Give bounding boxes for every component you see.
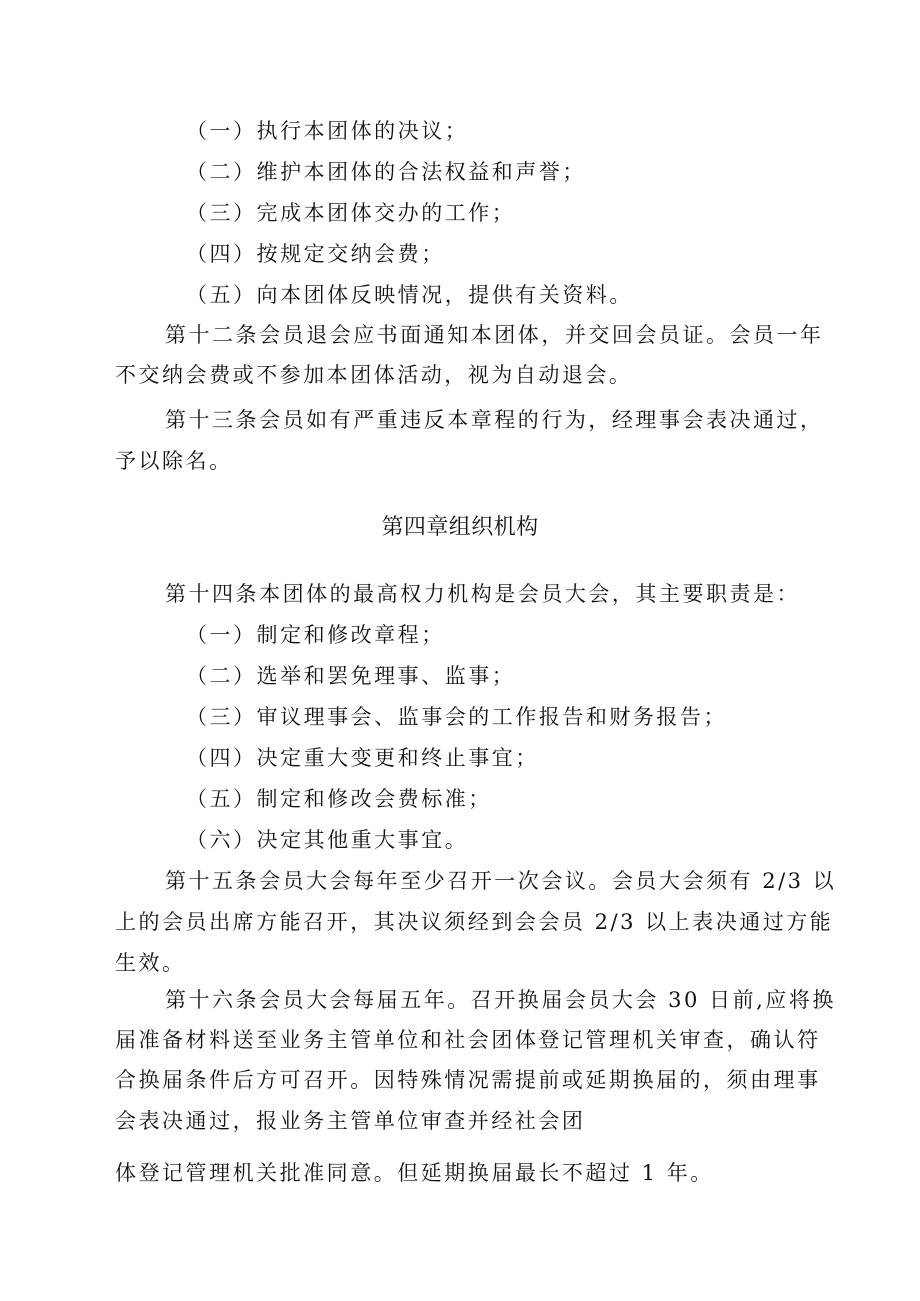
article-16-line-4: 会表决通过，报业务主管单位审查并经社会团 bbox=[115, 1109, 586, 1133]
article-14-item-4: （四）决定重大变更和终止事宜； bbox=[186, 746, 539, 770]
article-14-intro: 第十四条本团体的最高权力机构是会员大会，其主要职责是： bbox=[165, 582, 801, 606]
article-14-item-2: （二）选举和罢免理事、监事； bbox=[186, 664, 516, 688]
article-16-line-5: 体登记管理机关批准同意。但延期换届最长不超过 1 年。 bbox=[115, 1161, 714, 1185]
article-15-line-1: 第十五条会员大会每年至少召开一次会议。会员大会须有 2/3 以 bbox=[165, 869, 837, 893]
article-12-line-1: 第十二条会员退会应书面通知本团体，并交回会员证。会员一年 bbox=[165, 323, 824, 347]
article-15-line-3: 生效。 bbox=[115, 951, 186, 975]
article-14-item-6: （六）决定其他重大事宜。 bbox=[186, 828, 469, 852]
article-14-item-3: （三）审议理事会、监事会的工作报告和财务报告； bbox=[186, 705, 727, 729]
article-16-line-1: 第十六条会员大会每届五年。召开换届会员大会 30 日前,应将换 bbox=[165, 988, 836, 1012]
duty-item-5: （五）向本团体反映情况，提供有关资料。 bbox=[186, 283, 633, 307]
article-15-line-2: 上的会员出席方能召开，其决议须经到会会员 2/3 以上表决通过方能 bbox=[115, 910, 834, 934]
article-16-line-2: 届准备材料送至业务主管单位和社会团体登记管理机关审查，确认符 bbox=[115, 1028, 821, 1052]
chapter-title: 第四章组织机构 bbox=[381, 515, 539, 540]
article-16-line-3: 合换届条件后方可召开。因特殊情况需提前或延期换届的，须由理事 bbox=[115, 1068, 821, 1092]
article-14-item-1: （一）制定和修改章程； bbox=[186, 623, 445, 647]
article-13-line-1: 第十三条会员如有严重违反本章程的行为，经理事会表决通过， bbox=[165, 408, 824, 432]
article-12-line-2: 不交纳会费或不参加本团体活动，视为自动退会。 bbox=[115, 363, 633, 387]
article-13-line-2: 予以除名。 bbox=[115, 449, 233, 473]
article-14-item-5: （五）制定和修改会费标准； bbox=[186, 787, 492, 811]
duty-item-4: （四）按规定交纳会费； bbox=[186, 242, 445, 266]
duty-item-3: （三）完成本团体交办的工作； bbox=[186, 201, 516, 225]
duty-item-1: （一）执行本团体的决议； bbox=[186, 119, 469, 143]
duty-item-2: （二）维护本团体的合法权益和声誉； bbox=[186, 160, 586, 184]
